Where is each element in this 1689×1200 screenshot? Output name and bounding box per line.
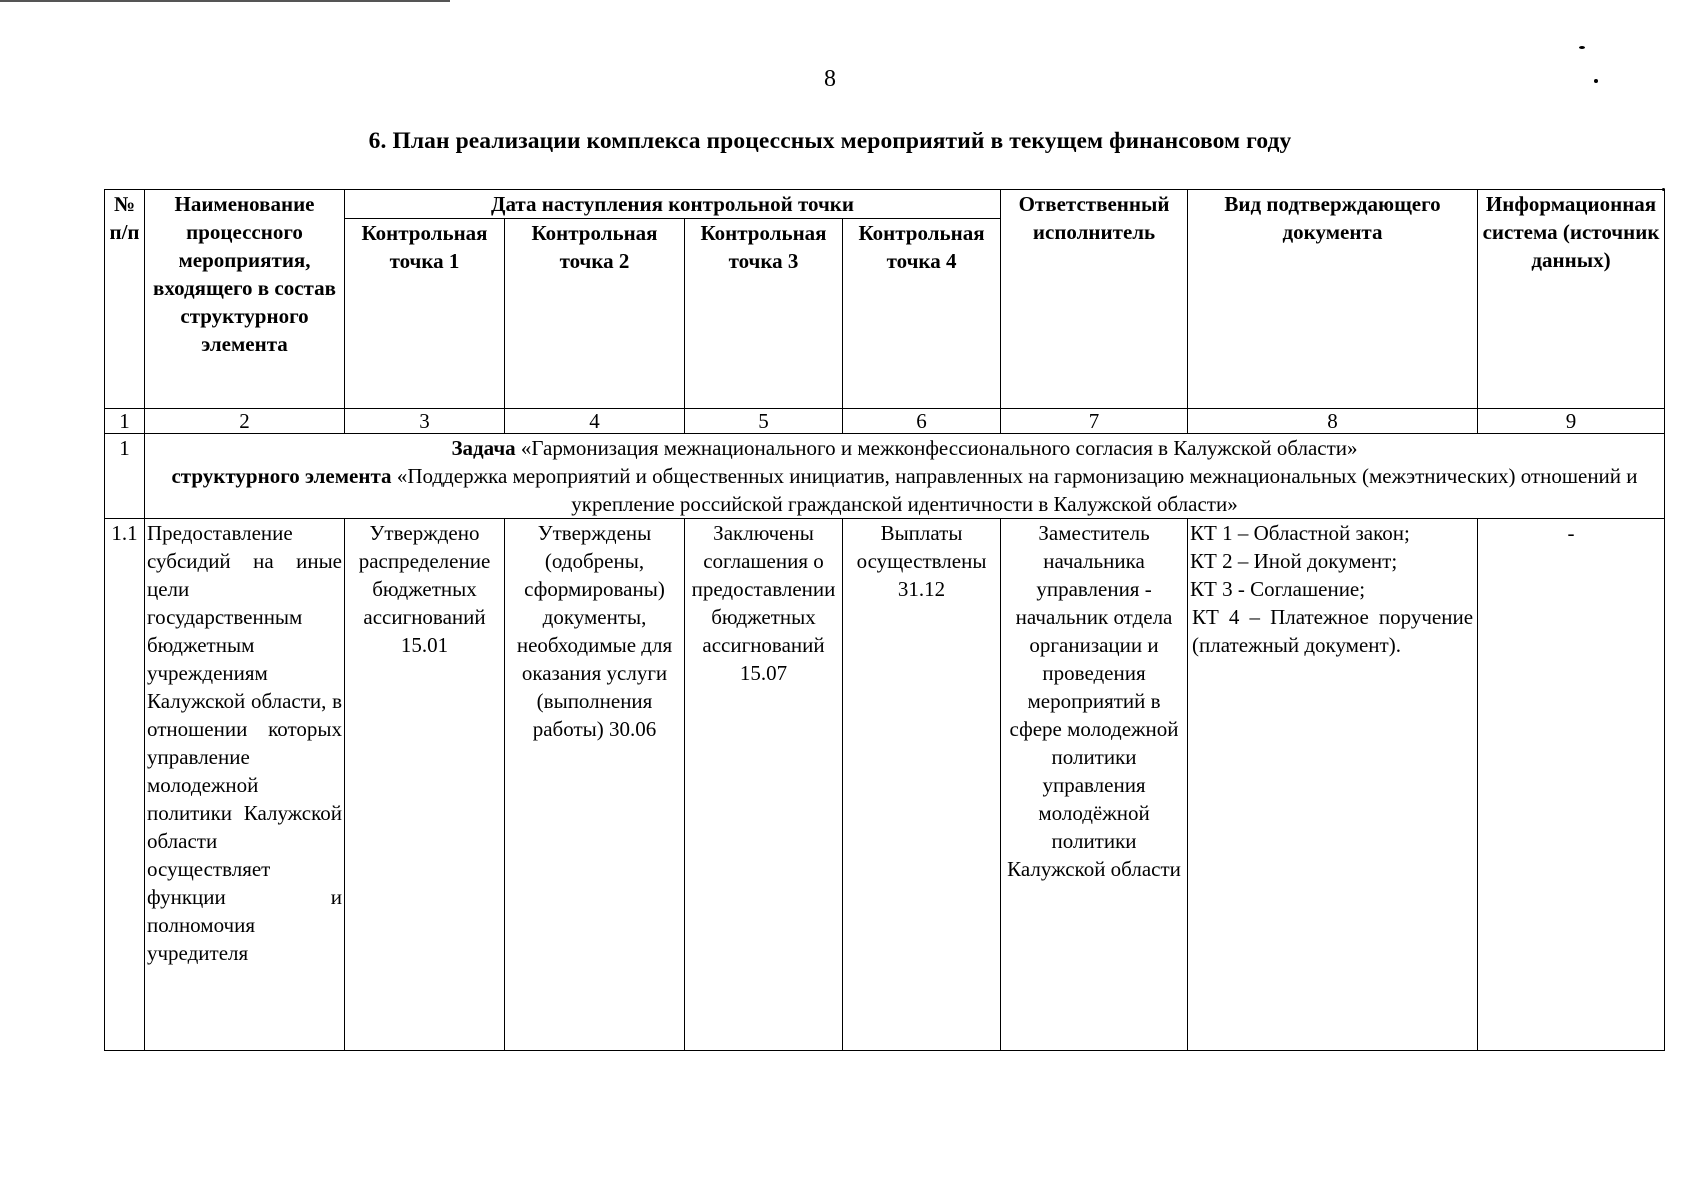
- header-responsible: Ответственный исполнитель: [1001, 190, 1188, 409]
- task-text: «Гармонизация межнационального и межконфессионального согласия в Калужской области»: [520, 436, 1358, 460]
- page-number: 8: [824, 66, 836, 92]
- kt2-cell: Утверждены (одобрены, сформированы) документы, необходимые для оказания услуги (выполнения работы) 30.06: [505, 519, 685, 1051]
- document-title: 6. План реализации комплекса процессных мероприятий в текущем финансовом году: [368, 128, 1292, 154]
- column-number-5: 5: [685, 409, 843, 434]
- task-description: [145, 434, 1665, 519]
- doc-type-cell: [1188, 519, 1478, 1051]
- header-kt4: Контрольная точка 4: [843, 219, 1001, 409]
- kt4-cell: Выплаты осуществлены 31.12: [843, 519, 1001, 1051]
- task-row-number: 1: [105, 434, 145, 519]
- header-doc-type: Вид подтверждающего документа: [1188, 190, 1478, 409]
- doc-type-line: КТ 4 – Платежное поручение (платежный документ).: [1192, 605, 1474, 657]
- scan-top-line: [0, 0, 450, 2]
- column-number-1: 1: [105, 409, 145, 434]
- scan-speck: [1594, 79, 1598, 83]
- header-kt3: Контрольная точка 3: [685, 219, 843, 409]
- column-number-4: 4: [505, 409, 685, 434]
- scan-speck: [1579, 46, 1585, 49]
- info-system-cell: -: [1478, 519, 1665, 1051]
- header-name: Наименование процессного мероприятия, входящего в состав структурного элемента: [145, 190, 345, 409]
- header-kt2: Контрольная точка 2: [505, 219, 685, 409]
- structural-element-label: структурного элемента: [171, 464, 392, 488]
- header-kt1: Контрольная точка 1: [345, 219, 505, 409]
- doc-type-line: КТ 1 – Областной закон;: [1190, 521, 1410, 545]
- column-number-2: 2: [145, 409, 345, 434]
- kt3-cell: Заключены соглашения о предоставлении бюджетных ассигнований 15.07: [685, 519, 843, 1051]
- kt1-cell: Утверждено распределение бюджетных ассигнований 15.01: [345, 519, 505, 1051]
- column-number-8: 8: [1188, 409, 1478, 434]
- column-number-6: 6: [843, 409, 1001, 434]
- header-date-group: Дата наступления контрольной точки: [345, 190, 1001, 219]
- structural-element-text: «Поддержка мероприятий и общественных инициатив, направленных на гармонизацию межнациональных (межэтнических) отношений и укрепление российской гражданской идентичности в Калужской области»: [396, 464, 1638, 516]
- column-number-3: 3: [345, 409, 505, 434]
- row-number: 1.1: [105, 519, 145, 1051]
- activity-name: Предоставление субсидий на иные цели государственным бюджетным учреждениям Калужской области, в отношении которых управление молодежной политики Калужской области осуществляет функции и полномочия учредителя: [145, 519, 345, 1051]
- responsible-cell: Заместитель начальника управления - начальник отдела организации и проведения мероприятий в сфере молодежной политики управления молодёжной политики Калужской области: [1001, 519, 1188, 1051]
- header-no: № п/п: [105, 190, 145, 409]
- doc-type-line: КТ 3 - Соглашение;: [1190, 577, 1366, 601]
- column-number-7: 7: [1001, 409, 1188, 434]
- plan-table: [104, 189, 1665, 1051]
- column-number-9: 9: [1478, 409, 1665, 434]
- header-info-system: Информационная система (источник данных): [1478, 190, 1665, 409]
- doc-type-line: КТ 2 – Иной документ;: [1190, 549, 1398, 573]
- task-label: Задача: [451, 436, 516, 460]
